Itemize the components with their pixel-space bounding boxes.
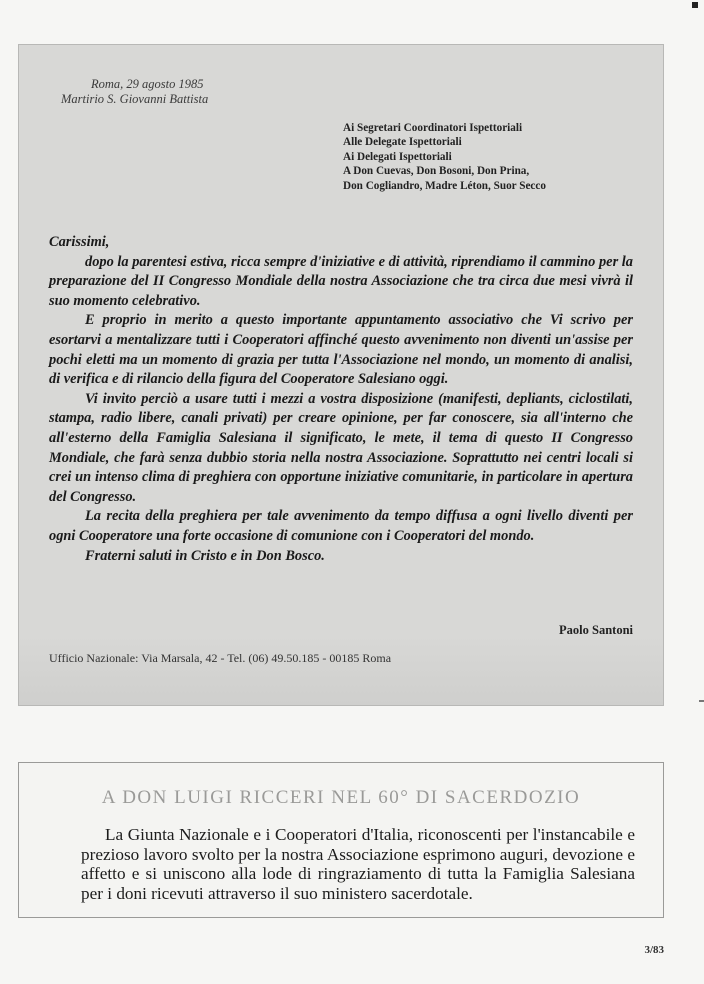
letter-body: [49, 233, 633, 566]
recipient-line: Ai Delegati Ispettoriali: [343, 150, 452, 163]
feast-line: Martirio S. Giovanni Battista: [61, 92, 209, 106]
letter-date: [61, 77, 208, 107]
letter-paragraph: E proprio in merito a questo importante appuntamento associativo che Vi scrivo per esortarvi a mentalizzare tutti i Cooperatori affinché questo avvenimento non diventi un'assise per pochi eletti ma un momento di grazia per tutta l'Associazione nel mondo, un momento di analisi, di verifica e di rilancio della figura del Cooperatore Salesiano oggi.: [49, 312, 633, 388]
letter-paragraph: La recita della preghiera per tale avvenimento da tempo diffusa a ogni livello diventi per ogni Cooperatore una forte occasione di comunione con i Cooperatori del mondo.: [49, 508, 633, 544]
recipient-line: Ai Segretari Coordinatori Ispettoriali: [343, 122, 523, 134]
greeting: Carissimi,: [49, 234, 110, 250]
office-address: Ufficio Nazionale: Via Marsala, 42 - Tel. (06) 49.50.185 - 00185 Roma: [49, 651, 392, 665]
recipient-line: Alle Delegate Ispettoriali: [343, 136, 462, 149]
recipient-line: Don Cogliandro, Madre Léton, Suor Secco: [343, 179, 546, 192]
closing-salutation: Fraterni saluti in Cristo e in Don Bosco.: [85, 547, 325, 564]
edge-tick: [699, 700, 704, 702]
corner-mark: [692, 2, 698, 8]
page-number: 3/83: [644, 944, 664, 956]
recipients-block: [343, 121, 546, 193]
letter-paragraph: dopo la parentesi estiva, ricca sempre d'iniziative e di attività, riprendiamo il cammino per la preparazione del II Congresso Mondiale della nostra Associazione che tra circa due mesi vivrà il suo momento celebrativo.: [49, 253, 633, 309]
place-date-line: Roma, 29 agosto 1985: [91, 77, 204, 91]
background-shading: [19, 635, 663, 705]
letter-paragraph: Vi invito perciò a usare tutti i mezzi a vostra disposizione (manifesti, depliants, ciclostilati, stampa, radio libere, canali privati) per creare opinione, per far conoscere, sia all'interno che all'esterno della Famiglia Salesiana il significato, le mete, il tema di questo II Congresso Mondiale, che farà senza dubbio storia nella nostra Associazione. Soprattutto nei centri locali si crei un intenso clima di preghiera con opportune iniziative comunitarie, in particolare in apertura del Congresso.: [49, 390, 633, 505]
tribute-text: [81, 825, 635, 903]
recipient-line: A Don Cuevas, Don Bosoni, Don Prina,: [343, 165, 530, 178]
letter-panel: [18, 44, 664, 706]
tribute-paragraph: La Giunta Nazionale e i Cooperatori d'Italia, riconoscenti per l'instancabile e prezioso lavoro svolto per la nostra Associazione esprimono auguri, devozione e affetto e si uniscono alla lode di ringraziamento di tutta la Famiglia Salesiana per i doni ricevuti attraverso il suo ministero sacerdotale.: [81, 825, 635, 903]
tribute-panel: [18, 762, 664, 918]
signature: Paolo Santoni: [559, 623, 633, 637]
tribute-title: A DON LUIGI RICCERI NEL 60° DI SACERDOZIO: [101, 787, 581, 808]
